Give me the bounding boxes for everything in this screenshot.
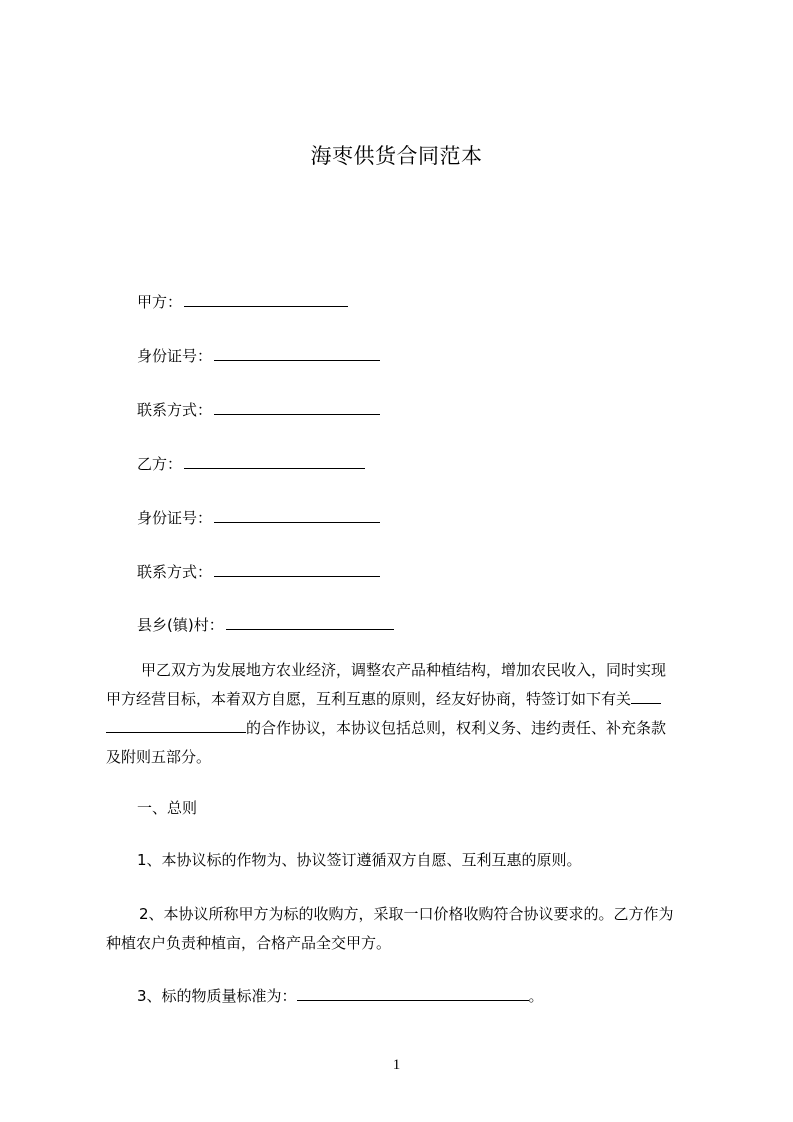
page-number: 1 <box>392 1057 401 1073</box>
party-a-field <box>137 291 348 312</box>
intro-paragraph <box>106 656 698 772</box>
party-a-id-label: 身份证号： <box>137 347 213 365</box>
party-b-contact-blank[interactable] <box>214 561 380 577</box>
intro-line-2 <box>106 685 698 714</box>
village-blank[interactable] <box>226 614 394 630</box>
party-b-label: 乙方： <box>137 455 183 473</box>
intro-line-3-text: 的合作协议，本协议包括总则，权利义务、违约责任、补充条款 <box>246 719 667 737</box>
party-b-id-blank[interactable] <box>214 507 380 523</box>
party-b-contact-label: 联系方式： <box>137 563 213 581</box>
clause-1: 1、本协议标的作物为、协议签订遵循双方自愿、互利互惠的原则。 <box>137 851 582 869</box>
quality-standard-blank[interactable] <box>297 985 529 1001</box>
clause-2-line-2: 种植农户负责种植亩，合格产品全交甲方。 <box>106 934 392 952</box>
party-b-field <box>137 453 365 474</box>
party-b-contact-field <box>137 561 380 582</box>
clause-2-line-1: 2、本协议所称甲方为标的收购方，采取一口价格收购符合协议要求的。乙方作为 <box>139 905 674 923</box>
party-a-label: 甲方： <box>137 293 183 311</box>
party-a-id-field <box>137 345 380 366</box>
party-a-contact-label: 联系方式： <box>137 401 213 419</box>
party-b-blank[interactable] <box>184 453 365 469</box>
clause-3-end: 。 <box>528 987 544 1005</box>
intro-line-1: 甲乙双方为发展地方农业经济，调整农产品种植结构，增加农民收入，同时实现 <box>141 661 667 679</box>
village-label: 县乡(镇)村： <box>137 616 224 634</box>
party-a-blank[interactable] <box>184 291 348 307</box>
intro-line-3 <box>106 714 698 743</box>
document-title: 海枣供货合同范本 <box>310 144 483 168</box>
party-a-contact-field <box>137 399 380 420</box>
section-general-heading: 一、总则 <box>137 799 198 817</box>
village-field <box>137 614 394 635</box>
party-a-contact-blank[interactable] <box>214 399 380 415</box>
party-b-id-field <box>137 507 380 528</box>
clause-3 <box>137 982 544 1011</box>
party-a-id-blank[interactable] <box>214 345 380 361</box>
party-b-id-label: 身份证号： <box>137 509 213 527</box>
cooperation-subject-blank[interactable] <box>106 717 246 733</box>
clause-3-label: 3、标的物质量标准为： <box>137 987 297 1005</box>
intro-line-4: 及附则五部分。 <box>106 748 212 766</box>
intro-line-2-text: 甲方经营目标，本着双方自愿，互利互惠的原则，经友好协商，特签订如下有关 <box>106 690 632 708</box>
cooperation-subject-blank-start[interactable] <box>631 688 661 704</box>
